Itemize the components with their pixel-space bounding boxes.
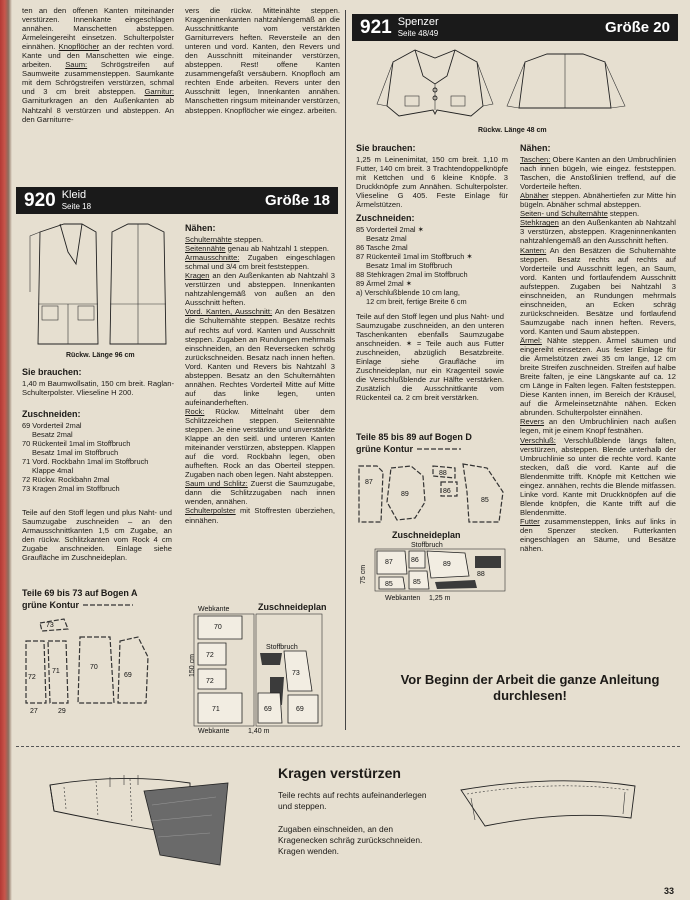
- page-number: 33: [664, 886, 675, 896]
- plan-selvedge-label-top: Webkante: [198, 606, 230, 613]
- plan-piece-72b: 72: [206, 678, 214, 685]
- plan-piece-87: 87: [385, 559, 393, 566]
- instr-aermel: Ärmel: Nähte steppen. Ärmel säumen und eingereiht einsetzen. Aus fester Einlage für die Ärmelstützen zwei 35 cm lange, 12 cm breite Streifen zuschneiden. Streifen auf halbe Breite falten, je eine Längskante auf ca. 12 cm Länge in Falten legen. Falten feststeppen. Diese Kanten innen, im Bereich der Kräusel, auf die Ärmeleinsetznähte nähen. Ecken abrunden. Schulterpolster einnähen.: [520, 335, 676, 418]
- model-921-cutting-plan: [360, 540, 515, 602]
- model-921-seam-note: Teile auf den Stoff legen und plus Naht- und Saumzugabe zuschneiden, an den unteren Taschenkanten ebenfalls Saumzugabe anschneiden. ✶ = Teile auch aus Futter zuschneiden, abzüglich Besatzbreite. Einlage siehe Graufläche im Zuschneideplan, nur ein Kragenteil sowie die Verschlußblende zur Hälfte verstärken. Zusätzlich die Ausschnittkante vom Rückenteil ca. 2 cm breit verstärken.: [356, 312, 504, 403]
- green-contour-sample: [417, 446, 461, 452]
- cut-line: 72 Rückw. Rockbahn 2mal: [22, 475, 110, 484]
- model-920-plan-title: Zuschneideplan: [258, 602, 327, 612]
- model-921-material-title: Sie brauchen:: [356, 143, 416, 153]
- collar-section-border: [16, 746, 680, 747]
- cut-line: 12 cm breit, fertige Breite 6 cm: [366, 297, 467, 306]
- dress-technical-sketch: [24, 220, 174, 348]
- instr-rock: Rock: Rückw. Mittelnaht über dem Schlitzzeichen steppen. Seitennähte steppen. Je eine verstärkte und unverstärkte Klappe an den seitl. und unteren Kanten miteinander verstürzen, absteppen. Klappen auf die vord. Rockbahn legen, oben aufheften. Rock an das Oberteil steppen. Zugaben nach oben legen. Naht absteppen.: [185, 406, 335, 480]
- piece-label-70: 70: [90, 664, 98, 671]
- cut-line: 88 Stehkragen 2mal im Stoffbruch: [356, 270, 468, 279]
- piece-label-89: 89: [401, 491, 409, 498]
- piece-label-69: 69: [124, 672, 132, 679]
- cut-line: 86 Tasche 2mal: [356, 243, 408, 252]
- cut-line: Besatz 1mal im Stoffbruch: [366, 261, 453, 270]
- model-920-back-length: Rückw. Länge 96 cm: [66, 352, 135, 359]
- model-920-cut-list: [22, 410, 174, 493]
- model-921-page: Seite 48/49: [397, 28, 439, 38]
- model-920-contour-label: grüne Kontur: [22, 600, 79, 610]
- instr-saum-schlitz: Saum und Schlitz: Zuerst die Saumzugabe, dann die Schlitzzugaben nach innen wenden, annähen.: [185, 479, 335, 507]
- model-921-contour-label: grüne Kontur: [356, 444, 413, 454]
- piece-label-85: 85: [481, 497, 489, 504]
- plan-selvedge-label: Webkante: [198, 728, 230, 735]
- plan-length-label: 1,40 m: [248, 728, 270, 735]
- collar-text-1: Teile rechts auf rechts aufeinanderlegen und steppen.: [278, 790, 427, 811]
- plan-piece-71: 71: [212, 706, 220, 713]
- model-921-naehen-title: Nähen:: [520, 143, 551, 153]
- instr-taschen: Taschen: Obere Kanten an den Umbruchlinien nach innen bügeln, wie eingez. feststeppen. Taschen, die Anstoßlinien treffend, auf die Vorderteile heften.: [520, 155, 676, 192]
- model-920-page: Seite 18: [61, 201, 92, 211]
- model-921-back-length: Rückw. Länge 48 cm: [478, 127, 547, 134]
- instr-kanten: Kanten: An den Besätzen die Schulternähte steppen. Besatz rechts auf rechts auf Vorderteile und Ausschnitt legen, an Saum, vord. Kanten und fortlaufendem Ausschnitt aufsteppen. Zugaben bei Nahtzahl 3 einschneiden, an Rundungen mehrmals einschneiden, an Ecken schräg zurückschneiden. Besätze und fortlaufend Saumzugabe nach innen heften. Revers, vord. Kanten und Saum absteppen.: [520, 245, 676, 336]
- instr-revers: Revers an den Umbruchlinien nach außen legen, mit je einem Knopf festnähen.: [520, 417, 676, 436]
- instr-schulterpolster: Schulterpolster mit Stoffresten überziehen, einnähen.: [185, 506, 335, 525]
- model-921-parts-title: Teile 85 bis 89 auf Bogen D: [356, 432, 472, 442]
- plan-width-label: 150 cm: [189, 654, 196, 677]
- plan-piece-85: 85: [385, 581, 393, 588]
- instr-abnaeher: Abnäher steppen. Abnähertiefen zur Mitte hin bügeln. Abnäher schmal absteppen.: [520, 191, 676, 210]
- model-920-material-title: Sie brauchen:: [22, 367, 82, 377]
- collar-text-2: Zugaben einschneiden, an den Kragenecken schräg zurückschneiden. Kragen wenden.: [278, 824, 423, 856]
- model-921-size: Größe 20: [604, 19, 670, 36]
- instr-schulternaehte: Schulternähte steppen.: [185, 235, 264, 245]
- model-921-number: 921: [360, 16, 392, 38]
- cut-line: Klappe 4mal: [32, 466, 74, 475]
- page-edge-strip: [0, 0, 12, 900]
- model-920-naehen-title: Nähen:: [185, 223, 216, 233]
- plan-piece-69: 69: [264, 706, 272, 713]
- column2-top-text: vers die rückw. Mitteinähte steppen. Krageninnenkanten nahtzahlengemäß an die Ausschnittkante vom verstärkten Garniturrevers heften. Reversteile an den unteren und vord. Kanten, den Revers und den Ausschnitt miteinander verstürzen, absteppen. Rest! offene Kanten zusammengefaßt versäubern. Knopfloch am rechten Ende arbeiten. Revers unter den Ausschnitt legen, Innenkanten annähen. Manschetten ringsum miteinander verstürzen, absteppen. Knopflöcher wie eingez. arbeiten.: [185, 6, 340, 115]
- plan-piece-89: 89: [443, 561, 451, 568]
- model-920-title-block: [62, 190, 91, 212]
- model-920-material-text: 1,40 m Baumwollsatin, 150 cm breit. Raglan-Schulterpolster. Vlieseline H 200.: [22, 379, 174, 398]
- cut-line: 73 Kragen 2mal im Stoffbruch: [22, 484, 120, 493]
- spenzer-technical-sketch: [375, 44, 635, 132]
- cut-line: 71 Vord. Rockbahn 1mal im Stoffbruch: [22, 457, 149, 466]
- col1-knopfloecher: Knopflöcher an der rechten vord. Kante und den Manschetten wie einge. arbeiten.: [22, 42, 174, 70]
- collar-sketch-left: [40, 765, 240, 875]
- cut-line: 87 Rückenteil 1mal im Stoffbruch ✶: [356, 252, 473, 261]
- column1-top-text: [22, 6, 174, 124]
- sketch-mark-27: 27: [30, 708, 38, 715]
- cut-line: 70 Rückenteil 1mal im Stoffbruch: [22, 439, 131, 448]
- model-921-title-block: [398, 17, 439, 39]
- model-920-parts-title: Teile 69 bis 73 auf Bogen A: [22, 588, 138, 598]
- instr-seitennaehte: Seiten- und Schulternähte steppen.: [520, 209, 640, 219]
- model-920-pattern-pieces: [24, 617, 174, 715]
- cut-line: Besatz 2mal: [366, 234, 407, 243]
- model-920-number: 920: [24, 189, 56, 211]
- instr-stehkragen: Stehkragen an den Außenkanten ab Nahtzahl 3 verstürzen, absteppen. Krageninnenkanten nahtzahlengemäß an den Ausschnitt heften.: [520, 218, 676, 246]
- model-921-plan-title: Zuschneideplan: [392, 530, 461, 540]
- model-921-materials: [356, 143, 508, 209]
- instr-seitennaehte: Seitennähte genau ab Nahtzahl 1 steppen.: [185, 244, 329, 254]
- col1-saum: Saum: Schrögstreifen auf Saumweite zusammensteppen. Saumkante mit dem Schrögstreifen verstürzen, schmal und 3 cm breit absteppen.: [22, 60, 174, 97]
- plan-piece-86: 86: [411, 557, 419, 564]
- cut-line: 85 Vorderteil 2mal ✶: [356, 225, 424, 234]
- model-920-seam-note: Teile auf den Stoff legen und plus Naht- und Saumzugabe zuschneiden – an den Armausschnittkanten 1,5 cm Zugabe, an den rückw. Schlitzkanten vom Rock 4 cm Zugabe anschneiden. Einlage siehe Graufläche im Zuschneideplan.: [22, 508, 172, 563]
- model-920-cutting-plan: [182, 605, 340, 735]
- piece-label-72: 72: [28, 674, 36, 681]
- model-921-cut-list: [356, 214, 508, 306]
- piece-label-71: 71: [52, 668, 60, 675]
- model-920-materials: [22, 367, 174, 397]
- model-920-contour: [22, 600, 182, 610]
- piece-label-86: 86: [443, 488, 451, 495]
- piece-label-73: 73: [46, 622, 54, 629]
- instr-verschluss: Verschluß: Verschlußblende längs falten, verstürzen, absteppen. Blende unterhalb der Umbruchlinie so unter die rechte vord. Kante stecken, daß die vord. Kante auf die Blendenmitte trifft. Knöpfe mit Kettchen wie eingez. annähen, rechts die Blende mitfassen. Linke vord. Kante mit Druckknöpfen auf die Blende knöpfen, die Kante trifft auf die Blendenmitte.: [520, 435, 676, 517]
- model-921-instructions: [520, 144, 676, 553]
- plan-fold-label: Stoffbruch: [411, 542, 443, 549]
- piece-label-87: 87: [365, 479, 373, 486]
- cut-line: a) Verschlußblende 10 cm lang,: [356, 288, 460, 297]
- piece-label-88: 88: [439, 470, 447, 477]
- cut-line: Besatz 1mal im Stoffbruch: [32, 448, 119, 457]
- collar-title: Kragen verstürzen: [278, 765, 401, 781]
- model-920-instructions: [185, 224, 335, 525]
- instr-kragen: Kragen an den Außenkanten ab Nahtzahl 3 verstürzen und absteppen. Innenkanten nahtzahlengemäß von außen an den Ausschnitt heften.: [185, 271, 335, 308]
- model-920-name: Kleid: [61, 188, 87, 201]
- model-921-material-text: 1,25 m Leinenimitat, 150 cm breit. 1,10 m Futter, 140 cm breit. 3 Trachtendoppelknöpfe mit Kettchen und 6 kleine Knöpfe. 3 Druckknöpfe zum Annähen. Schulterpolster. Vlieseline G 405. Feste Einlage für Ärmelstützen.: [356, 155, 508, 210]
- notice-read-first: Vor Beginn der Arbeit die ganze Anleitung durchlesen!: [400, 672, 660, 703]
- col1-garnitur: Garnitur: Garniturkragen an den Außenkanten ab Nahtzahl 8 verstürzen und absteppen. An den Garniturre-: [22, 87, 174, 124]
- plan-width-label: 75 cm: [360, 564, 367, 584]
- plan-fold-label: Stoffbruch: [266, 644, 298, 651]
- cut-line: Besatz 2mal: [32, 430, 73, 439]
- collar-sketch-right: [455, 770, 655, 850]
- model-921-parts: [356, 432, 506, 456]
- model-920-parts: [22, 588, 182, 612]
- model-920-header: [16, 187, 338, 214]
- instr-futter: Futter zusammensteppen, links auf links in den Spenzer stecken. Futterkanten eingeschlagen an Säume, und Besätze nähen.: [520, 516, 676, 554]
- plan-piece-85b: 85: [413, 579, 421, 586]
- instr-vord-kanten: Vord. Kanten, Ausschnitt: An den Besätzen die Schulternähte steppen. Besätze rechts auf rechts auf vord. Kanten und Ausschnitt steppen. Zugaben an Rundungen mehrmals einschneiden, an den Reversecken schrög zurückschneiden. Besatz nach innen heften. Vord. Kanten und Revers bis Nahtzahl 3 absteppen. Besatz an den Schulternähten annähen. Rechtes Vorderteil Mitte auf Mitte auf das linke legen, unten aufeinanderheften.: [185, 307, 336, 407]
- model-921-header: [352, 14, 678, 41]
- plan-piece-70: 70: [214, 624, 222, 631]
- cut-line: 69 Vorderteil 2mal: [22, 421, 82, 430]
- model-920-cut-title: Zuschneiden:: [22, 409, 81, 419]
- model-921-cut-title: Zuschneiden:: [356, 213, 415, 223]
- instr-armausschnitte: Armausschnitte: Zugaben eingeschlagen schmal und 3/4 cm breit feststeppen.: [185, 253, 335, 272]
- plan-piece-69b: 69: [296, 706, 304, 713]
- plan-piece-73: 73: [292, 670, 300, 677]
- column-divider: [345, 10, 346, 730]
- plan-length-label: 1,25 m: [429, 595, 451, 602]
- green-contour-sample: [83, 602, 133, 608]
- plan-piece-72: 72: [206, 652, 214, 659]
- sketch-mark-29: 29: [58, 708, 66, 715]
- cut-line: 89 Ärmel 2mal ✶: [356, 279, 412, 288]
- model-921-pattern-pieces: [357, 462, 507, 526]
- plan-selvedge-label: Webkanten: [385, 595, 421, 602]
- model-920-size: Größe 18: [264, 192, 330, 209]
- model-921-contour: [356, 444, 506, 454]
- col1-intro: ten an den offenen Kanten miteinander verstürzen. Innenkante eingeschlagen annähen. Manschetten absteppen. Ärmeleingereiht einsetzen. Schulterpolster einnähen.: [22, 6, 174, 52]
- plan-piece-88: 88: [477, 571, 485, 578]
- model-921-name: Spenzer: [397, 15, 439, 28]
